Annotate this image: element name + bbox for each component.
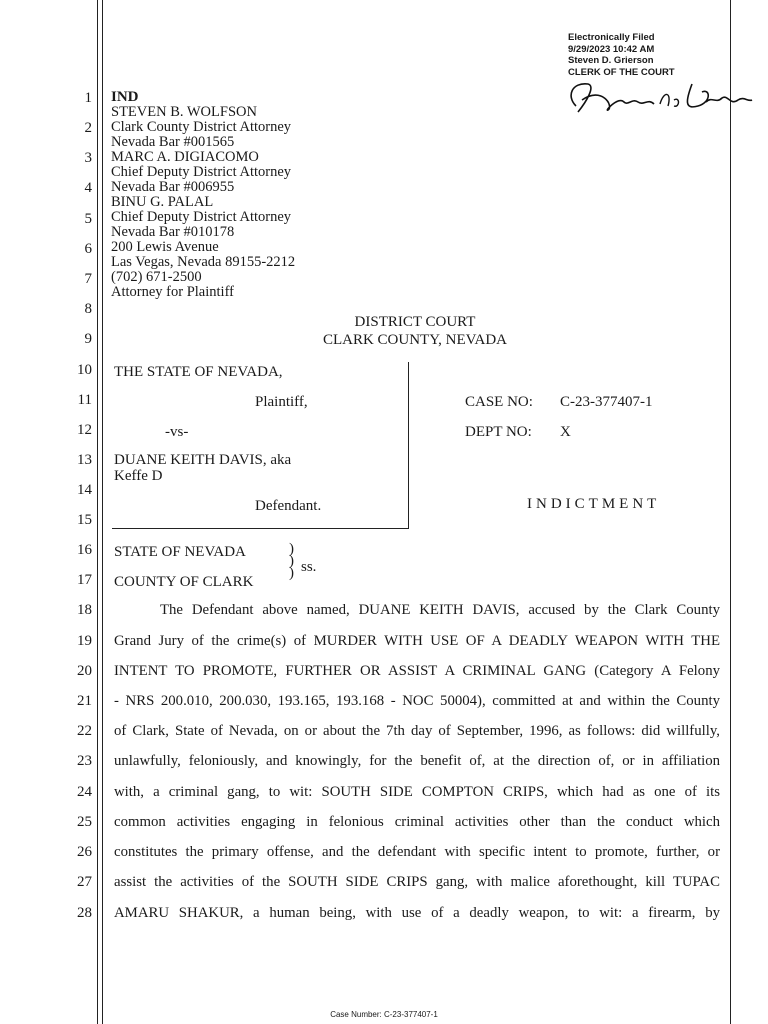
line-number: 5 [84,211,92,227]
venue-ss: ss. [301,559,317,575]
plaintiff-label: Plaintiff, [255,394,308,410]
dept-no-value: X [560,424,571,440]
case-no-label: CASE NO: [465,394,533,410]
caption-underline [112,528,409,529]
line-number: 25 [77,814,92,830]
line-number: 4 [84,180,92,196]
right-margin-rule [730,0,731,1024]
line-number: 9 [84,331,92,347]
header-line: Chief Deputy District Attorney [111,209,292,225]
line-number: 11 [77,392,92,408]
venue-county: COUNTY OF CLARK [114,574,254,590]
line-number: 10 [77,362,92,378]
left-margin-rule [97,0,98,1024]
header-line: MARC A. DIGIACOMO [111,149,259,165]
header-line: Chief Deputy District Attorney [111,164,292,180]
stamp-line: Electronically Filed [568,32,655,43]
venue-brace: ) ) ) [289,541,294,581]
line-number: 22 [77,723,92,739]
header-line: Nevada Bar #010178 [111,224,235,240]
body-line: The Defendant above named, DUANE KEITH DAVIS, accused by the Clark County [160,602,720,618]
stamp-line: Steven D. Grierson [568,55,654,66]
body-line: AMARU SHAKUR, a human being, with use of a deadly weapon, to wit: a firearm, by [114,905,720,921]
line-number: 1 [84,90,92,106]
line-number: 23 [77,753,92,769]
document-title: INDICTMENT [527,496,661,512]
defendant-name-line: DUANE KEITH DAVIS, aka [114,452,292,468]
case-no-value: C-23-377407-1 [560,394,653,410]
line-number: 18 [77,602,92,618]
venue-state: STATE OF NEVADA [114,544,246,560]
body-line: with, a criminal gang, to wit: SOUTH SIDE COMPTON CRIPS, which had as one of its [114,784,720,800]
case-number-footer: Case Number: C-23-377407-1 [330,1010,438,1019]
document-code: IND [111,89,139,105]
line-number: 12 [77,422,92,438]
header-line: Las Vegas, Nevada 89155-2212 [111,254,296,270]
defendant-name-line: Keffe D [114,468,163,484]
line-number: 21 [77,693,92,709]
body-line: - NRS 200.010, 200.030, 193.165, 193.168 - NOC 50004), committed at and within the County [114,693,720,709]
body-line: common activities engaging in felonious criminal activities other than the conduct which [114,814,720,830]
stamp-line: CLERK OF THE COURT [568,66,675,78]
body-line: of Clark, State of Nevada, on or about the 7th day of September, 1996, as follows: did willfully, [114,723,720,739]
attorney-header [111,90,295,300]
stamp-line: 9/29/2023 10:42 AM [568,43,655,55]
line-number: 14 [77,482,92,498]
header-line: Attorney for Plaintiff [111,284,234,300]
line-number: 17 [77,572,92,588]
header-line: Nevada Bar #006955 [111,179,235,195]
header-line: STEVEN B. WOLFSON [111,104,257,120]
header-line: 200 Lewis Avenue [111,239,219,255]
line-number: 19 [77,633,92,649]
line-number: 2 [84,120,92,136]
defendant-name [114,452,291,484]
line-number: 16 [77,542,92,558]
line-number: 27 [77,874,92,890]
line-number: 13 [77,452,92,468]
header-line: Nevada Bar #001565 [111,134,235,150]
body-line: INTENT TO PROMOTE, FURTHER OR ASSIST A CRIMINAL GANG (Category A Felony [114,663,720,679]
body-line: assist the activities of the SOUTH SIDE CRIPS gang, with malice aforethought, kill TUPAC [114,874,720,890]
dept-no-label: DEPT NO: [465,424,532,440]
header-line: Clark County District Attorney [111,119,292,135]
plaintiff-name: THE STATE OF NEVADA, [114,364,283,380]
left-margin-rule-inner [102,0,103,1024]
filing-stamp [568,32,675,78]
defendant-label: Defendant. [255,498,322,514]
line-number: 26 [77,844,92,860]
line-number: 20 [77,663,92,679]
clerk-signature [562,76,754,118]
line-number: 15 [77,512,92,528]
line-number: 3 [84,150,92,166]
caption-divider [408,362,409,528]
line-number: 24 [77,784,92,800]
body-line: unlawfully, feloniously, and knowingly, for the benefit of, at the direction of, or in affiliation [114,753,720,769]
line-number: 8 [84,301,92,317]
line-number: 7 [84,271,92,287]
header-line: BINU G. PALAL [111,194,214,210]
header-line: (702) 671-2500 [111,269,202,285]
line-number: 28 [77,905,92,921]
body-line: Grand Jury of the crime(s) of MURDER WITH USE OF A DEADLY WEAPON WITH THE [114,633,720,649]
versus-label: -vs- [165,424,189,440]
line-number: 6 [84,241,92,257]
body-line: constitutes the primary offense, and the defendant with specific intent to promote, further, or [114,844,720,860]
court-name: DISTRICT COURT [354,314,476,330]
court-county: CLARK COUNTY, NEVADA [322,332,508,348]
